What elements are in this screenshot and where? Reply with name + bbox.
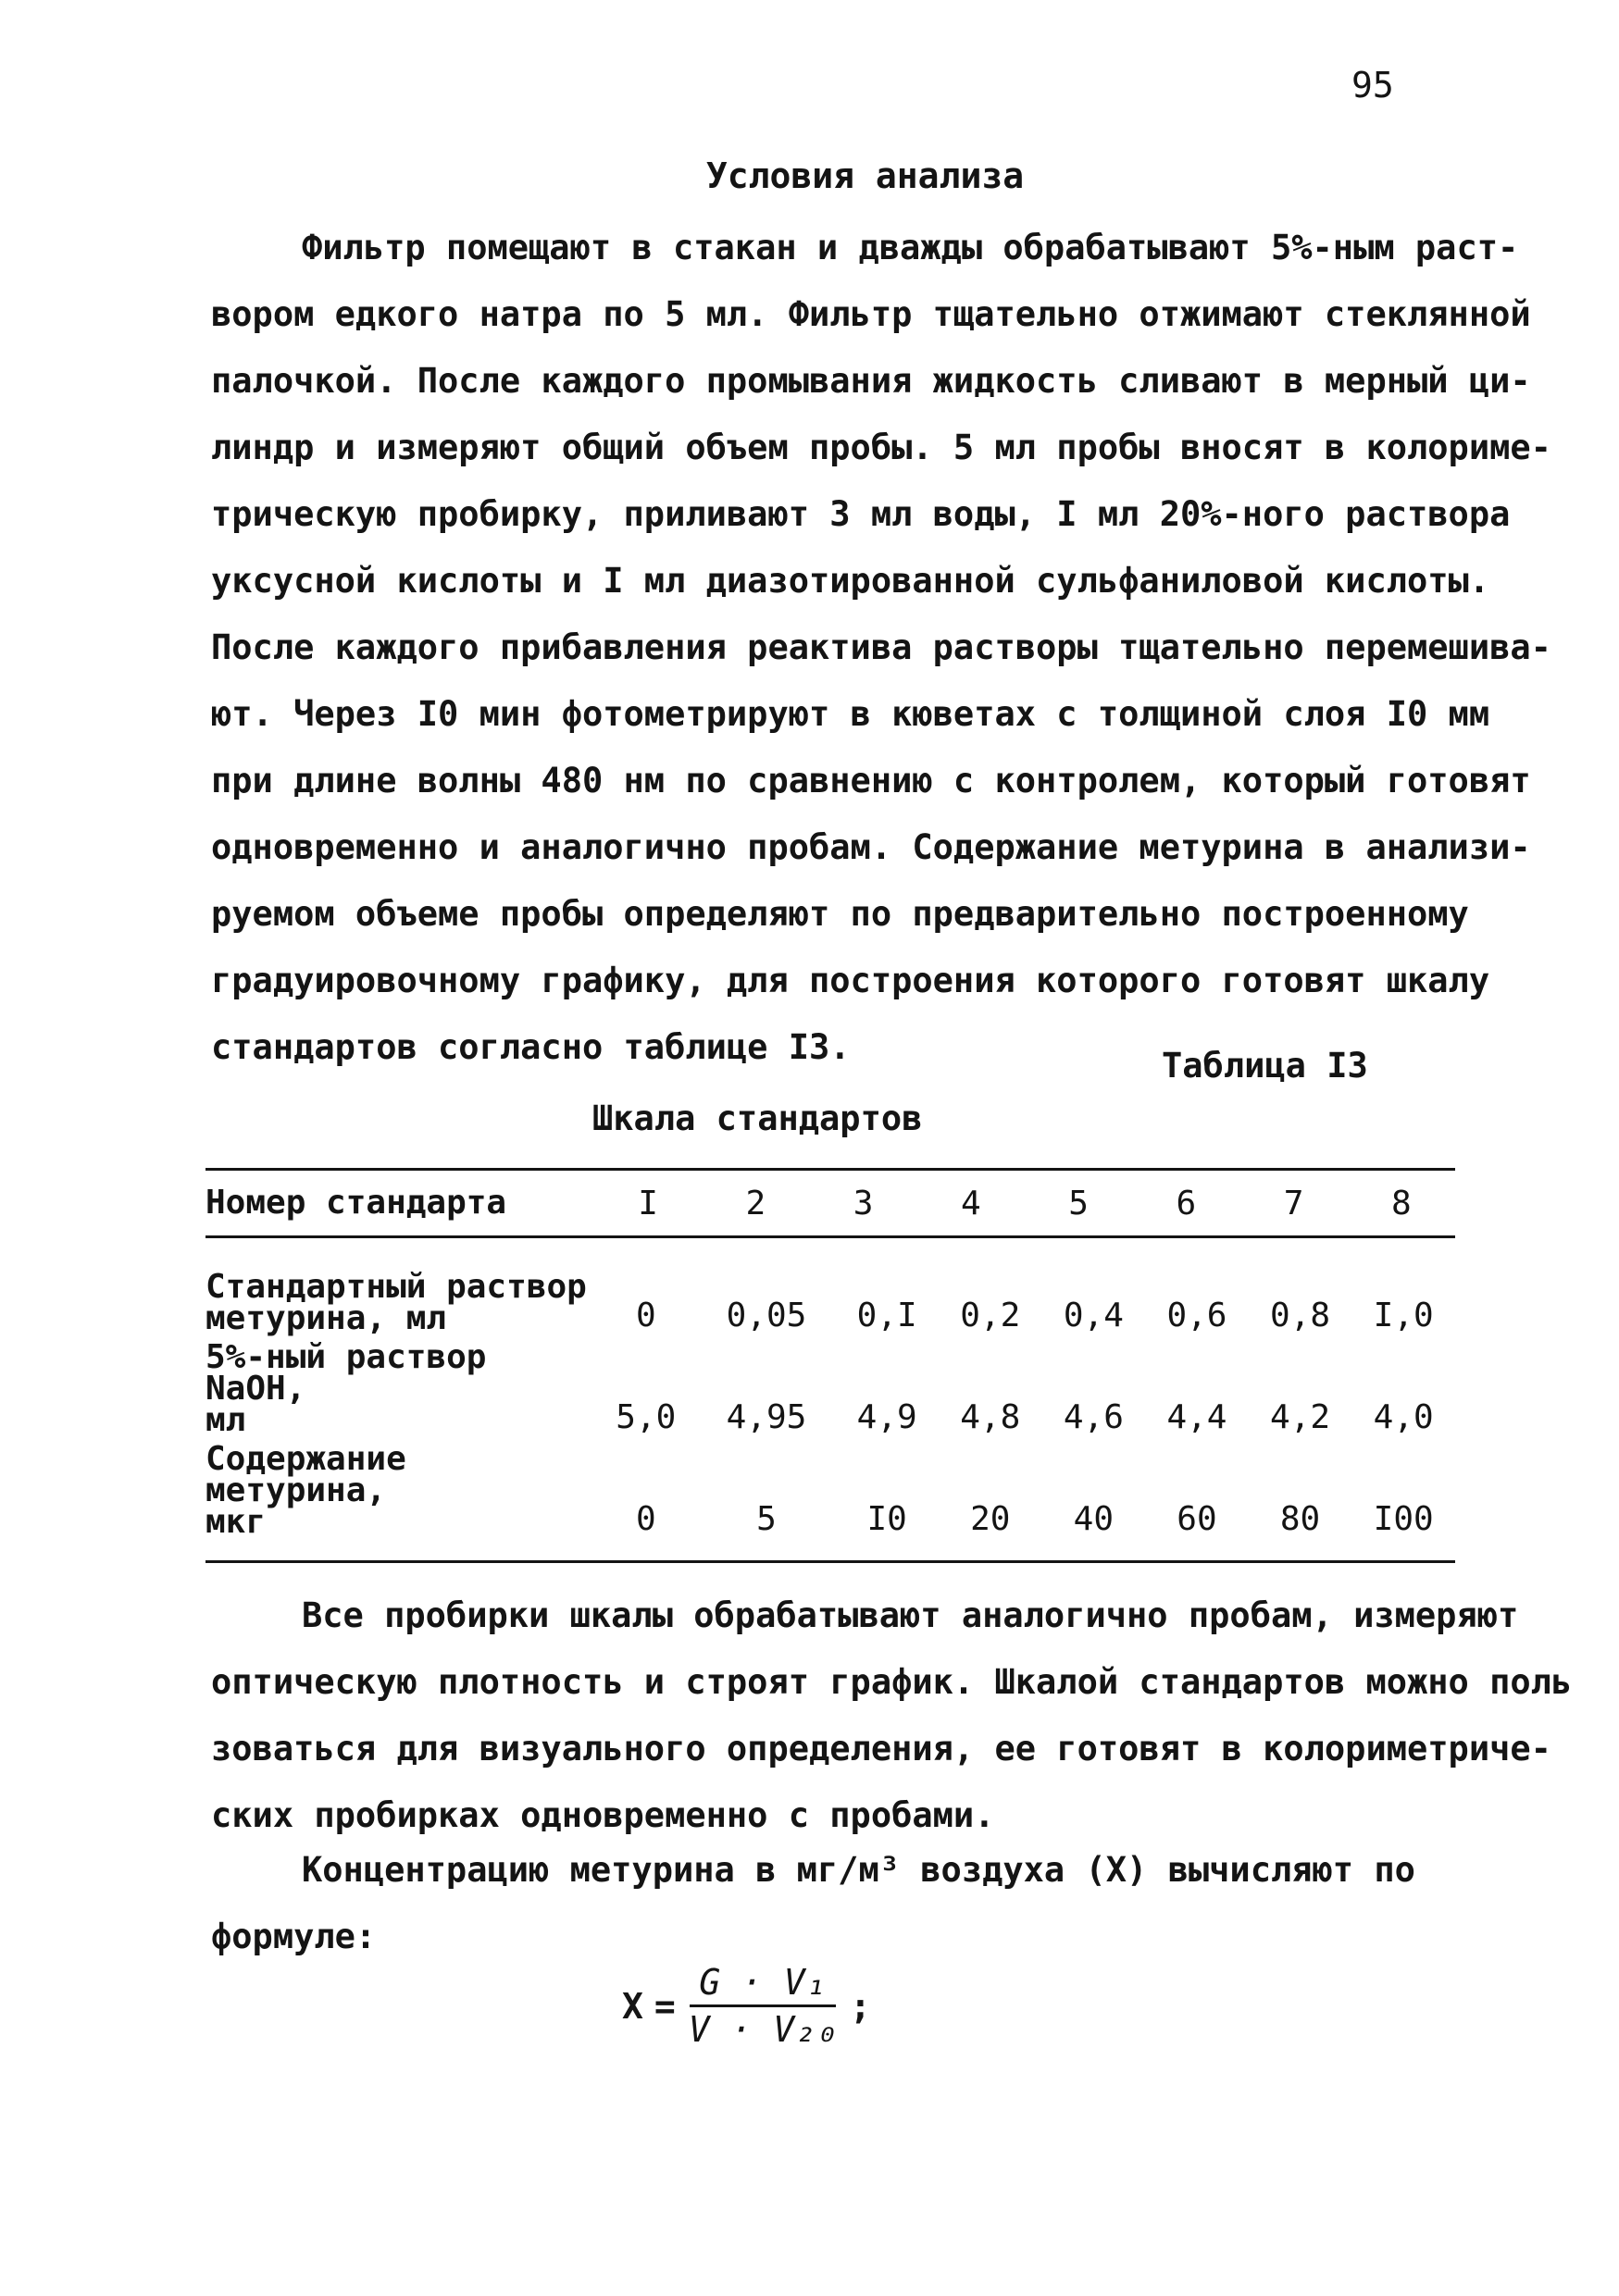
table-cell: 0,8 [1270, 1297, 1331, 1334]
table-cell: 0 [635, 1297, 656, 1334]
text-line: Фильтр помещают в стакан и дважды обрабатывают 5%-ным раст- [302, 228, 1519, 267]
table-header-cell: 3 [853, 1184, 874, 1222]
table-cell: 4,0 [1373, 1398, 1434, 1436]
row-label-line: мкг [205, 1503, 267, 1541]
table-header-row [205, 1171, 1455, 1235]
table-row [205, 1238, 1455, 1340]
paragraph-procedure [211, 215, 1551, 1081]
text-line: градуировочному графику, для построения которого готовят шкалу [211, 961, 1490, 1000]
table-cell: 4,6 [1063, 1398, 1124, 1436]
text-line: ских пробирках одновременно с пробами. [211, 1795, 995, 1835]
table-cell: 0,05 [726, 1297, 807, 1334]
table-cell: 0,6 [1166, 1297, 1227, 1334]
table-header-cell: 2 [745, 1184, 766, 1222]
text-line: уксусной кислоты и I мл диазотированной сульфаниловой кислоты. [211, 561, 1490, 601]
table-title: Шкала стандартов [592, 1098, 923, 1138]
row-label-line: 5%-ный раствор NaOH, [205, 1338, 487, 1408]
text-line: ют. Через I0 мин фотометрируют в кюветах с толщиной слоя I0 мм [211, 694, 1490, 734]
text-line: стандартов согласно таблице I3. [211, 1027, 851, 1067]
paragraph-concentration [211, 1837, 1415, 1970]
row-label-line: Содержание метурина, [205, 1440, 406, 1509]
table-cell: 20 [970, 1500, 1011, 1538]
page-number: 95 [1351, 65, 1394, 105]
text-line: формуле: [211, 1917, 377, 1956]
text-line: После каждого прибавления реактива растворы тщательно перемешива- [211, 627, 1551, 667]
table-cell: I,0 [1373, 1297, 1434, 1334]
table-caption: Таблица I3 [1162, 1046, 1368, 1086]
table-row [205, 1442, 1455, 1544]
text-line: оптическую плотность и строят график. Шкалой стандартов можно поль [211, 1662, 1573, 1702]
row-label [205, 1340, 594, 1442]
formula-equals: = [654, 1985, 676, 2027]
table-cell: 0 [635, 1500, 656, 1538]
text-line: палочкой. После каждого промывания жидкость сливают в мерный ци- [211, 361, 1531, 401]
formula [622, 1962, 871, 2050]
text-line: при длине волны 480 нм по сравнению с контролем, который готовят [211, 761, 1531, 800]
table-cell: 4,8 [960, 1398, 1021, 1436]
paragraph-visual-scale [211, 1582, 1572, 1849]
text-line: Концентрацию метурина в мг/м³ воздуха (X) вычисляют по [302, 1850, 1415, 1890]
text-line: трическую пробирку, приливают 3 мл воды, I мл 20%-ного раствора [211, 494, 1511, 534]
row-label-line: мл [205, 1401, 246, 1439]
table-header-label: Номер стандарта [205, 1184, 507, 1222]
table-header-cell: I [638, 1184, 658, 1222]
formula-numerator: G · V₁ [690, 1962, 835, 2007]
table-row [205, 1340, 1455, 1442]
table-header-cell: 4 [961, 1184, 981, 1222]
table-header-cell: 6 [1176, 1184, 1197, 1222]
table-cell: 40 [1073, 1500, 1115, 1538]
table-cell: 4,4 [1166, 1398, 1227, 1436]
table-cell: 4,95 [726, 1398, 807, 1436]
section-heading: Условия анализа [705, 155, 1025, 196]
formula-fraction [689, 1962, 837, 2050]
formula-lhs: X [622, 1985, 643, 2027]
table-cell: 0,4 [1063, 1297, 1124, 1334]
row-label [205, 1238, 594, 1340]
text-line: руемом объеме пробы определяют по предварительно построенному [211, 894, 1469, 934]
table-header-cell: 7 [1283, 1184, 1304, 1222]
table-cell: 5 [756, 1500, 777, 1538]
text-line: Все пробирки шкалы обрабатывают аналогично пробам, измеряют [302, 1595, 1519, 1635]
table-cell: 4,2 [1270, 1398, 1331, 1436]
text-line: одновременно и аналогично пробам. Содержание метурина в анализи- [211, 827, 1531, 867]
table-header-cell: 5 [1068, 1184, 1089, 1222]
text-line: линдр и измеряют общий объем пробы. 5 мл пробы вносят в колориме- [211, 428, 1551, 467]
table-cell: 4,9 [856, 1398, 917, 1436]
row-label [205, 1442, 594, 1544]
text-line: вором едкого натра по 5 мл. Фильтр тщательно отжимают стеклянной [211, 294, 1531, 334]
table-cell: I0 [866, 1500, 907, 1538]
table-header-cell: 8 [1391, 1184, 1412, 1222]
text-line: зоваться для визуального определения, ее готовят в колориметриче- [211, 1729, 1551, 1769]
row-label-line: Стандартный раствор [205, 1268, 587, 1306]
formula-terminator: ; [849, 1985, 871, 2027]
table-bottom-rule [205, 1560, 1455, 1563]
table-cell: 0,2 [960, 1297, 1021, 1334]
table-cell: 5,0 [616, 1398, 677, 1436]
table-cell: 60 [1177, 1500, 1217, 1538]
formula-denominator: V · V₂₀ [688, 2009, 837, 2050]
table-cell: 80 [1279, 1500, 1321, 1538]
row-label-line: метурина, мл [205, 1299, 447, 1337]
table-cell: I00 [1373, 1500, 1434, 1538]
standards-table [205, 1168, 1455, 1563]
table-cell: 0,I [856, 1297, 917, 1334]
